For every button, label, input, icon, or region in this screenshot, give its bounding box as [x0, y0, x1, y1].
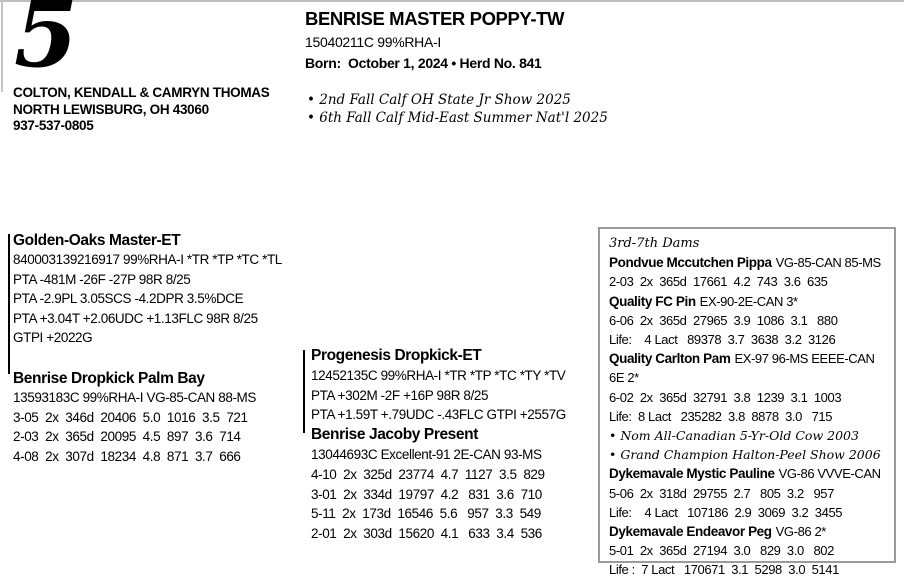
- consignor-block: [13, 85, 269, 135]
- dam-entry-name: Quality Carlton Pam: [609, 351, 731, 367]
- dam-entry: [609, 522, 888, 576]
- sire-data-line: PTA -2.9PL 3.05SCS -4.2DPR 3.5%DCE: [13, 291, 244, 307]
- dam-entry-note: • Grand Champion Halton-Peel Show 2006: [609, 447, 881, 463]
- maternal-granddam-record-row: 2-01 2x 303d 15620 4.1 633 3.4 536: [311, 526, 542, 542]
- consignor-phone: 937-537-0805: [13, 118, 94, 133]
- dam-block: [13, 369, 256, 466]
- maternal-sire-data-line: 12452135C 99%RHA-I *TR *TP *TC *TY *TV: [311, 367, 566, 383]
- dam-entry-name: Quality FC Pin: [609, 293, 696, 309]
- dam-entry: [609, 253, 888, 291]
- dam-entry-header: [609, 464, 888, 483]
- extended-dams-box: [598, 227, 896, 576]
- award-list: [307, 92, 608, 127]
- consignor-name: COLTON, KENDALL & CAMRYN THOMAS: [13, 85, 270, 100]
- dam-id-line: 13593183C 99%RHA-I VG-85-CAN 88-MS: [13, 390, 257, 406]
- maternal-pedigree-block: [311, 346, 566, 544]
- dam-entry-record-row: Life: 4 Lact 107186 2.9 3069 3.2 3455: [609, 504, 843, 520]
- maternal-granddam-record-row: 5-11 2x 173d 16546 5.6 957 3.3 549: [311, 506, 541, 522]
- dam-entry-record-row: Life: 4 Lact 89378 3.7 3638 3.2 3126: [609, 332, 836, 348]
- dam-record-row: 2-03 2x 365d 20095 4.5 897 3.6 714: [13, 429, 241, 445]
- animal-header: [305, 8, 564, 71]
- pedigree-bracket-line: [8, 234, 10, 374]
- pedigree-bracket-line: [303, 350, 305, 433]
- dam-entry: [609, 464, 888, 522]
- dam-entry-header: [609, 253, 888, 272]
- maternal-sire-name: Progenesis Dropkick-ET: [311, 347, 482, 364]
- dam-entry-record-row: Life : 7 Lact 170671 3.1 5298 3.0 5141: [609, 562, 839, 576]
- maternal-sire-data-line: PTA +1.59T +.79UDC -.43FLC GTPI +2557G: [311, 407, 566, 423]
- dam-entry-score: VG-86 2*: [775, 524, 826, 540]
- dam-entry-score: VG-86 VVVE-CAN: [778, 466, 881, 482]
- dam-entry-record-row: 6-02 2x 365d 32791 3.8 1239 3.1 1003: [609, 389, 842, 405]
- sire-name: Golden-Oaks Master-ET: [13, 232, 181, 249]
- animal-registration: 15040211C 99%RHA-I: [305, 34, 441, 50]
- dam-entry-header: [609, 522, 888, 541]
- dam-entry-note: • Nom All-Canadian 5-Yr-Old Cow 2003: [609, 428, 859, 444]
- dam-entry-score: EX-97 96-MS EEEE-CAN 6E 2*: [609, 351, 875, 386]
- maternal-granddam-record-row: 3-01 2x 334d 19797 4.2 831 3.6 710: [311, 486, 542, 502]
- animal-name: BENRISE MASTER POPPY-TW: [305, 8, 565, 29]
- dam-entry-name: Dykemavale Mystic Pauline: [609, 466, 775, 482]
- dam-entry-record-row: 5-06 2x 318d 29755 2.7 805 3.2 957: [609, 485, 834, 501]
- sire-data-line: PTA -481M -26F -27P 98R 8/25: [13, 271, 191, 287]
- dam-entry: [609, 349, 888, 464]
- dam-entry-score: EX-90-2E-CAN 3*: [699, 293, 798, 309]
- dam-entry-record-row: 6-06 2x 365d 27965 3.9 1086 3.1 880: [609, 312, 838, 328]
- maternal-sire-data-line: PTA +302M -2F +16P 98R 8/25: [311, 387, 489, 403]
- consignor-address: NORTH LEWISBURG, OH 43060: [13, 101, 209, 117]
- dam-record-row: 4-08 2x 307d 18234 4.8 871 3.7 666: [13, 448, 241, 464]
- lot-number: 5: [14, 0, 77, 88]
- dam-record-row: 3-05 2x 346d 20406 5.0 1016 3.5 721: [13, 409, 248, 425]
- dam-entry-name: Pondvue Mccutchen Pippa: [609, 255, 772, 271]
- dam-entry-header: [609, 292, 888, 311]
- sire-data-line: PTA +3.04T +2.06UDC +1.13FLC 98R 8/25: [13, 310, 258, 326]
- sire-block: [13, 231, 282, 347]
- sire-data-line: GTPI +2022G: [13, 330, 93, 346]
- sire-data-line: 840003139216917 99%RHA-I *TR *TP *TC *TL: [13, 252, 282, 268]
- page-left-border: [1, 0, 3, 92]
- dam-entry-record-row: Life: 8 Lact 235282 3.8 8878 3.0 715: [609, 408, 833, 424]
- dam-entry-score: VG-85-CAN 85-MS: [775, 255, 881, 271]
- animal-born-line: Born: October 1, 2024 • Herd No. 841: [305, 55, 542, 71]
- dam-entry-name: Dykemavale Endeavor Peg: [609, 524, 772, 540]
- award-item: • 2nd Fall Calf OH State Jr Show 2025: [307, 92, 571, 108]
- maternal-granddam-name: Benrise Jacoby Present: [311, 426, 478, 444]
- dams-box-title: 3rd-7th Dams: [609, 236, 700, 251]
- dam-entry-header: [609, 349, 888, 387]
- dam-entry-record-row: 2-03 2x 365d 17661 4.2 743 3.6 635: [609, 274, 828, 290]
- maternal-granddam-id-line: 13044693C Excellent-91 2E-CAN 93-MS: [311, 446, 542, 462]
- dam-entry: [609, 292, 888, 350]
- page-top-border: [0, 0, 904, 2]
- award-item: • 6th Fall Calf Mid-East Summer Nat'l 2025: [307, 109, 608, 126]
- maternal-granddam-record-row: 4-10 2x 325d 23774 4.7 1127 3.5 829: [311, 466, 545, 482]
- dam-entry-record-row: 5-01 2x 365d 27194 3.0 829 3.0 802: [609, 543, 834, 559]
- dam-name: Benrise Dropkick Palm Bay: [13, 370, 205, 387]
